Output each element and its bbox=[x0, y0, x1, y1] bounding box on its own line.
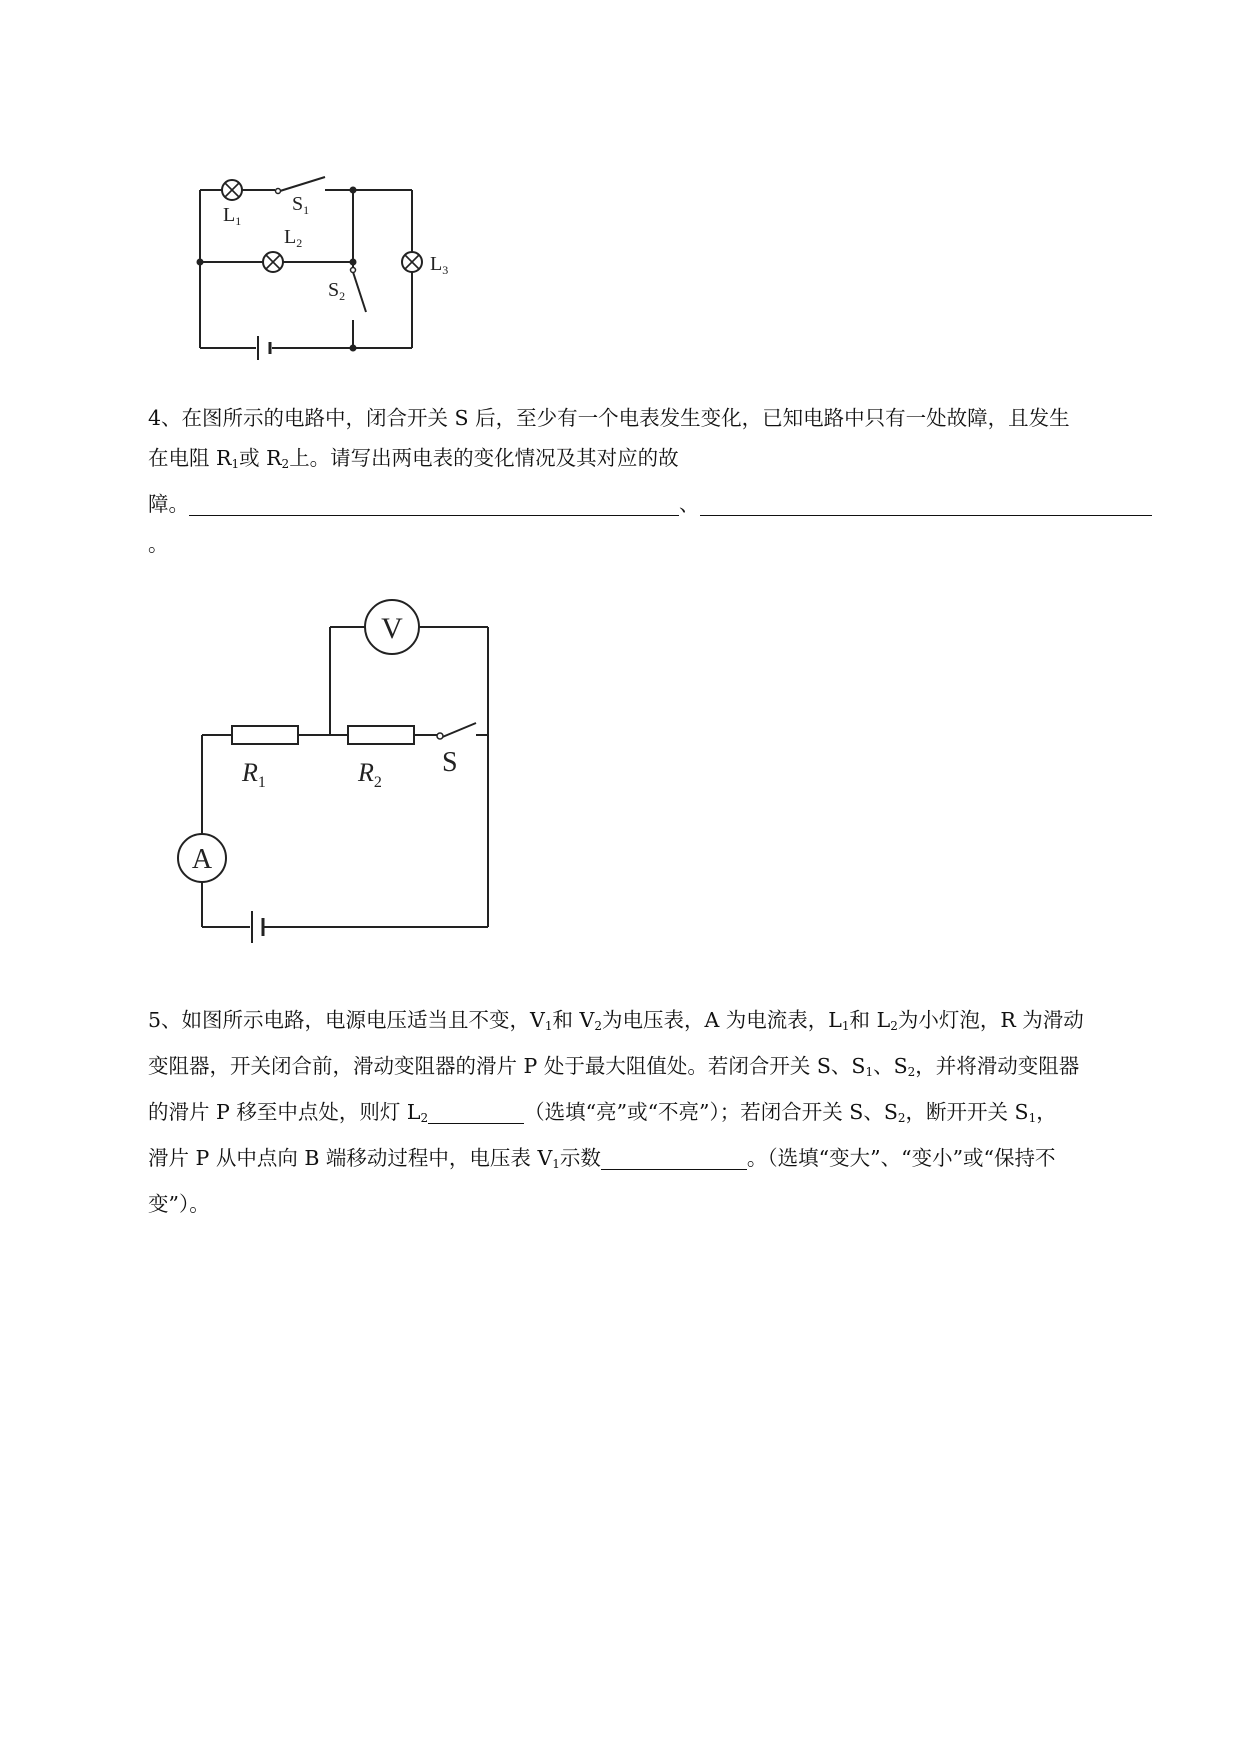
q5-line-3: 的滑片 P 移至中点处，则灯 $L_2$ （选填“亮”或“不亮”）；若闭合开关 S、$S_2$，断开开关 $S_1$， bbox=[148, 1100, 1057, 1125]
answer-blank-1[interactable] bbox=[189, 493, 679, 516]
q5-line-1: 5、如图所示电路，电源电压适当且不变，$V_1$和 $V_2$为电压表，A 为电流表，$L_1$和 $L_2$为小灯泡，R 为滑动 bbox=[148, 1008, 1084, 1033]
lamp-l3 bbox=[402, 252, 422, 272]
label-l1: $L_1$ bbox=[223, 204, 242, 228]
label-r2: $R_2$ bbox=[358, 758, 382, 791]
q4-line-3: 障。 、 bbox=[148, 484, 1160, 524]
label-l2: $L_2$ bbox=[284, 226, 303, 250]
resistor-r1 bbox=[232, 726, 298, 744]
q4-line-1: 4、在图所示的电路中，闭合开关 S 后，至少有一个电表发生变化，已知电路中只有一处故障，且发生 bbox=[148, 406, 1070, 430]
resistor-r2 bbox=[348, 726, 414, 744]
answer-blank-4[interactable] bbox=[601, 1147, 747, 1170]
svg-text:A: A bbox=[191, 844, 213, 875]
q4-line-4: 。 bbox=[148, 532, 169, 556]
q5-line-5: 变”）。 bbox=[148, 1192, 210, 1216]
q5-line-4: 滑片 P 从中点向 B 端移动过程中，电压表 $V_1$示数 。（选填“变大”、“变小”或“保持不 bbox=[148, 1146, 1056, 1171]
circuit-diagram-1 bbox=[190, 160, 480, 370]
q5-line-2: 变阻器，开关闭合前，滑动变阻器的滑片 P 处于最大阻值处。若闭合开关 S、$S_1$、$S_2$，并将滑动变阻器 bbox=[148, 1054, 1080, 1079]
question-4 bbox=[148, 398, 1160, 564]
q4-line-2: 在电阻 $R_1$或 $R_2$上。请写出两电表的变化情况及其对应的故 bbox=[148, 446, 679, 471]
answer-blank-3[interactable] bbox=[428, 1101, 524, 1124]
circuit-1-svg bbox=[190, 160, 480, 370]
label-l3: $L_3$ bbox=[430, 253, 449, 277]
lamp-l2 bbox=[263, 252, 283, 272]
label-s: S bbox=[442, 747, 458, 778]
voltmeter-v bbox=[365, 600, 419, 654]
lamp-l1 bbox=[222, 180, 242, 200]
label-s2: $S_2$ bbox=[328, 279, 346, 303]
circuit-diagram-2 bbox=[170, 595, 510, 975]
ammeter-a bbox=[178, 834, 226, 882]
label-r1: $R_1$ bbox=[242, 758, 266, 791]
circuit-2-svg bbox=[170, 595, 510, 975]
svg-text:V: V bbox=[381, 612, 403, 645]
question-5 bbox=[148, 1000, 1160, 1224]
label-s1: $S_1$ bbox=[292, 193, 310, 217]
answer-blank-2[interactable] bbox=[700, 493, 1152, 516]
